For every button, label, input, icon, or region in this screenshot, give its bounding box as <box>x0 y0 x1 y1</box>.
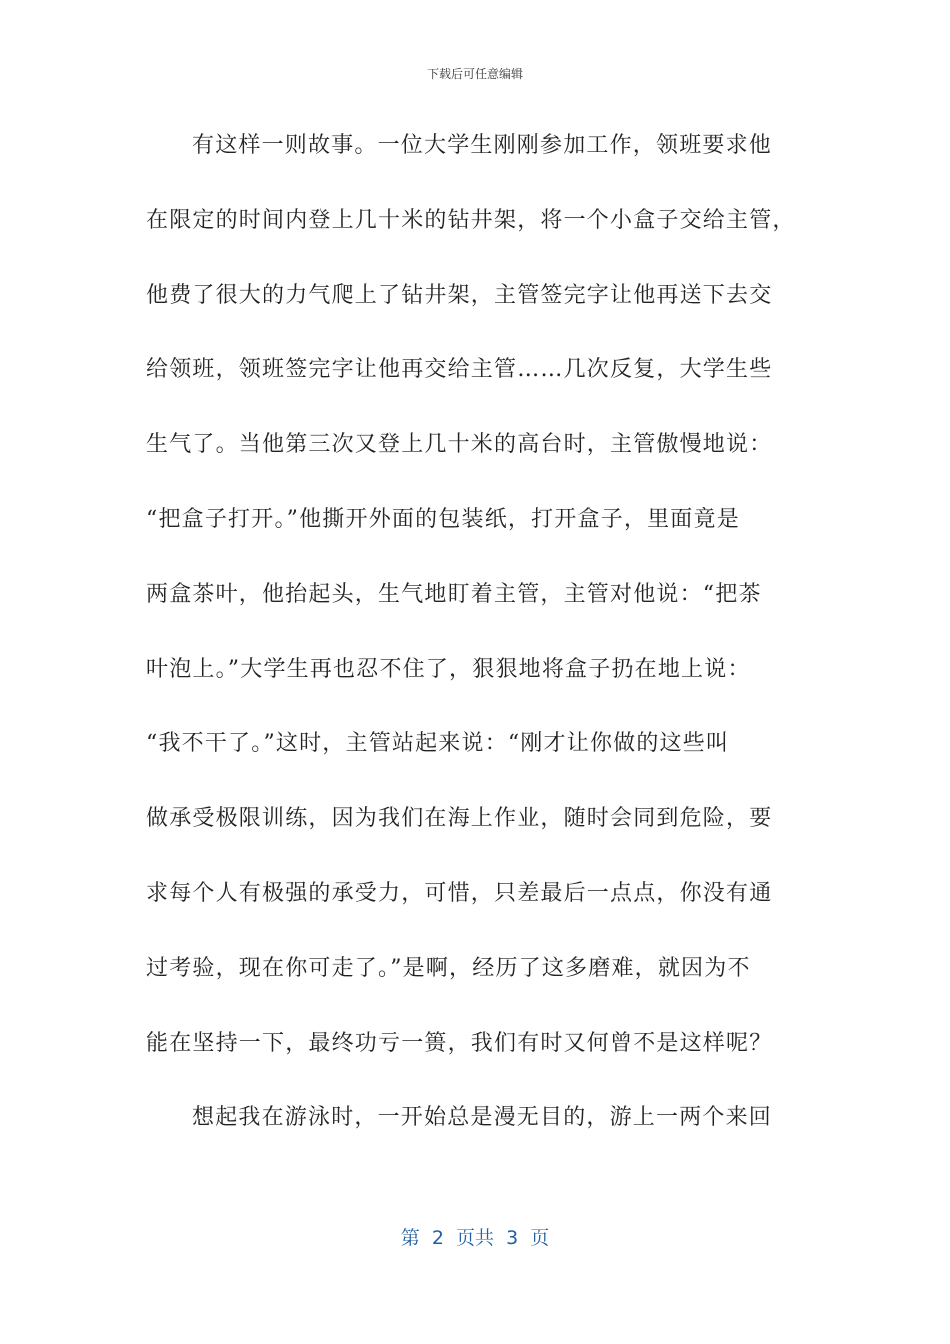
page-header: 下载后可任意编辑 <box>426 67 523 81</box>
paragraph-line: 有这样一则故事。一位大学生刚刚参加工作，领班要求他 <box>192 133 773 158</box>
paragraph-line: 想起我在游泳时，一开始总是漫无目的，游上一两个来回 <box>192 1105 773 1131</box>
paragraph-line: 两盒茶叶，他抬起头，生气地盯着主管，主管对他说：“把茶 <box>146 581 762 607</box>
paragraph-line: 过考验，现在你可走了。”是啊，经历了这多磨难，就因为不 <box>146 955 751 981</box>
page-number: 第 2 页共 3 页 <box>400 1227 550 1249</box>
paragraph-line: 叶泡上。”大学生再也忍不住了，狠狠地将盒子扔在地上说： <box>146 656 751 682</box>
paragraph-line: 能在坚持一下，最终功亏一篑，我们有时又何曾不是这样呢？ <box>146 1030 773 1056</box>
paragraph-line: 他费了很大的力气爬上了钻井架，主管签完字让他再送下去交 <box>146 282 773 308</box>
paragraph-line: 做承受极限训练，因为我们在海上作业，随时会同到危险，要 <box>146 806 773 832</box>
paragraph-line: “我不干了。”这时，主管站起来说：“刚才让你做的这些叫 <box>146 731 730 757</box>
paragraph-line: “把盒子打开。”他撕开外面的包装纸，打开盒子，里面竟是 <box>146 506 740 532</box>
body-text <box>146 121 806 1168</box>
paragraph-line: 求每个人有极强的承受力，可惜，只差最后一点点，你没有通 <box>146 880 773 906</box>
paragraph-line: 在限定的时间内登上几十米的钻井架，将一个小盒子交给主管， <box>146 207 796 233</box>
paragraph-line: 生气了。当他第三次又登上几十米的高台时，主管傲慢地说： <box>146 432 773 458</box>
paragraph-line: 给领班，领班签完字让他再交给主管……几次反复，大学生些 <box>146 357 773 383</box>
